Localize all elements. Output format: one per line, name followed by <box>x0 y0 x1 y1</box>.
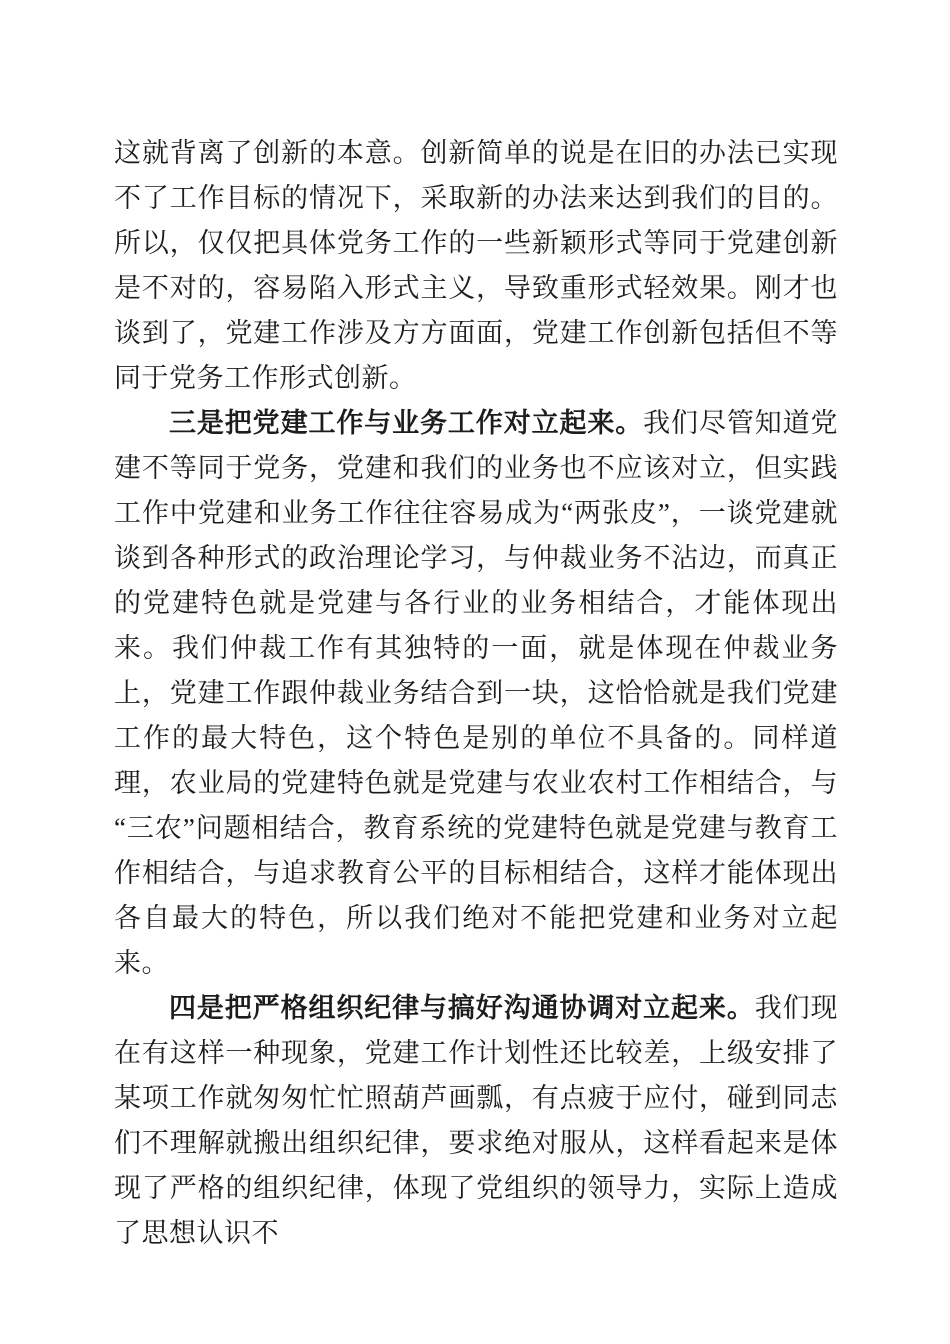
paragraph-continuation <box>114 131 838 401</box>
bold-lead-sentence: 三是把党建工作与业务工作对立起来。 <box>169 408 644 438</box>
body-text-run: 我们尽管知道党建不等同于党务，党建和我们的业务也不应该对立，但实践工作中党建和业务工作往往容易成为“两张皮”，一谈党建就谈到各种形式的政治理论学习，与仲裁业务不沾边，而真正的党建特色就是党建与各行业的业务相结合，才能体现出来。我们仲裁工作有其独特的一面，就是体现在仲裁业务上，党建工作跟仲裁业务结合到一块，这恰恰就是我们党建工作的最大特色，这个特色是别的单位不具备的。同样道理，农业局的党建特色就是党建与农业农村工作相结合，与“三农”问题相结合，教育系统的党建特色就是党建与教育工作相结合，与追求教育公平的目标相结合，这样才能体现出各自最大的特色，所以我们绝对不能把党建和业务对立起来。 <box>114 408 839 978</box>
document-text-block <box>114 131 838 1256</box>
body-text-run: 这就背离了创新的本意。创新简单的说是在旧的办法已实现不了工作目标的情况下，采取新的办法来达到我们的目的。所以，仅仅把具体党务工作的一些新颖形式等同于党建创新是不对的，容易陷入形式主义，导致重形式轻效果。刚才也谈到了，党建工作涉及方方面面，党建工作创新包括但不等同于党务工作形式创新。 <box>114 138 838 393</box>
bold-lead-sentence: 四是把严格组织纪律与搞好沟通协调对立起来。 <box>169 993 755 1023</box>
body-text-run: 我们现在有这样一种现象，党建工作计划性还比较差，上级安排了某项工作就匆匆忙忙照葫芦画瓢，有点疲于应付，碰到同志们不理解就搬出组织纪律，要求绝对服从，这样看起来是体现了严格的组织纪律，体现了党组织的领导力，实际上造成了思想认识不 <box>114 993 839 1248</box>
paragraph-point-four <box>114 986 838 1256</box>
paragraph-point-three <box>114 401 838 986</box>
